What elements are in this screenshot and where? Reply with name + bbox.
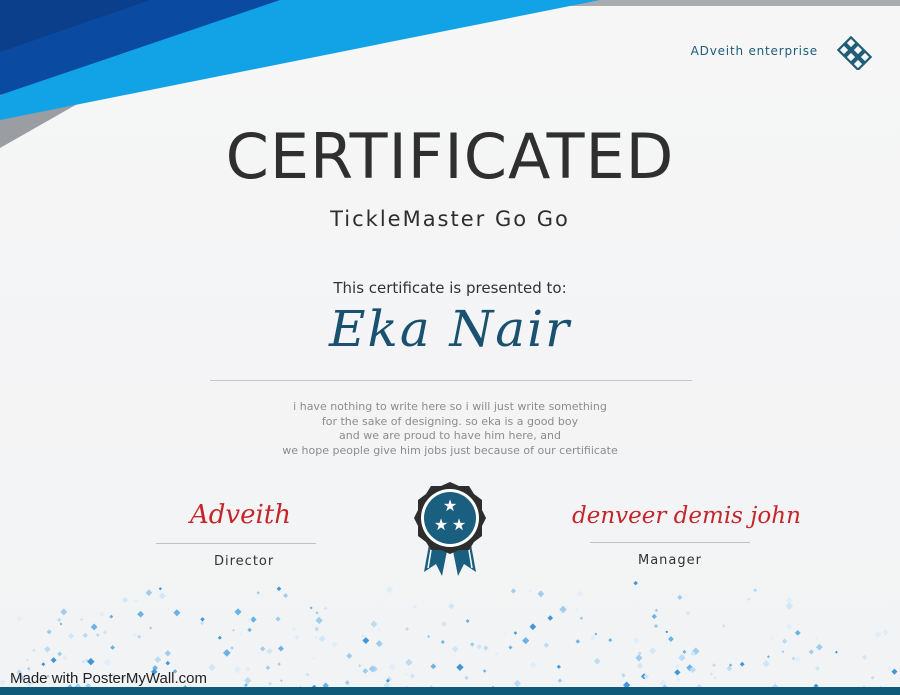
confetti-dot (871, 676, 875, 680)
confetti-dot (80, 618, 84, 622)
endless-knot-icon (832, 36, 876, 70)
confetti-dot (239, 632, 243, 636)
confetti-dot (594, 658, 601, 665)
confetti-dot (41, 662, 45, 666)
confetti-dot (146, 589, 153, 596)
confetti-dot (278, 646, 284, 652)
confetti-dot (476, 644, 482, 650)
body-line: we hope people give him jobs just because of our certifiicate (282, 443, 618, 457)
director-signature-line (156, 543, 316, 544)
confetti-dot (234, 608, 241, 615)
confetti-dot (781, 650, 784, 653)
confetti-dot (835, 651, 838, 654)
confetti-dot (441, 621, 447, 627)
confetti-dot (762, 660, 769, 667)
confetti-dot (633, 581, 637, 585)
confetti-dot (412, 604, 417, 609)
certificate-title: CERTIFICATED (225, 120, 675, 193)
confetti-dot (314, 627, 319, 632)
confetti-dot (331, 641, 337, 647)
confetti-dot (247, 628, 251, 632)
confetti-dot (137, 634, 142, 639)
confetti-dot (315, 617, 322, 624)
confetti-dot (668, 636, 674, 642)
confetti-dot (740, 662, 745, 667)
presented-to-label: This certificate is presented to: (333, 279, 567, 297)
confetti-dot (133, 633, 137, 637)
confetti-dot (508, 645, 512, 649)
confetti-dot (862, 655, 867, 660)
confetti-dot (638, 651, 642, 655)
confetti-dot (87, 658, 94, 665)
confetti-dot (448, 603, 454, 609)
confetti-dot (753, 588, 757, 592)
confetti-dot (277, 586, 282, 591)
manager-signature: denveer demis john (572, 503, 801, 529)
confetti-dot (530, 662, 537, 669)
confetti-dot (470, 642, 475, 647)
confetti-dot (504, 632, 507, 635)
watermark: Made with PosterMyWall.com (10, 670, 207, 687)
director-role: Director (214, 554, 275, 569)
confetti-dot (62, 655, 68, 661)
confetti-dot (68, 633, 74, 639)
confetti-dot (770, 636, 774, 640)
confetti-dot (275, 616, 280, 621)
recipient-name: Eka Nair (329, 300, 571, 358)
confetti-dot (294, 634, 300, 640)
confetti-dot (727, 666, 732, 671)
confetti-dot (882, 629, 889, 636)
confetti-dot (786, 623, 792, 629)
confetti-dot (522, 637, 529, 644)
confetti-dot (376, 640, 383, 647)
confetti-dot (655, 609, 659, 613)
confetti-dot (51, 657, 57, 663)
confetti-dot (404, 673, 407, 676)
confetti-dot (358, 664, 361, 667)
confetti-dot (165, 650, 171, 656)
confetti-dot (166, 661, 171, 666)
confetti-dot (102, 630, 107, 635)
confetti-dot (891, 669, 897, 675)
confetti-dot (686, 611, 690, 615)
manager-signature-line (590, 542, 750, 543)
confetti-dot (60, 623, 63, 626)
confetti-dot (60, 608, 67, 615)
manager-role: Manager (638, 553, 702, 568)
confetti-dot (361, 635, 364, 638)
brand-name: ADveith enterprise (690, 44, 818, 58)
confetti-dot (0, 679, 6, 686)
confetti-dot (665, 630, 668, 633)
confetti-dot (456, 664, 463, 671)
confetti-dot (362, 637, 369, 644)
confetti-dot (267, 648, 273, 654)
confetti-dot (652, 614, 657, 619)
confetti-dot (466, 619, 470, 623)
badge-star: ★ (451, 515, 467, 534)
confetti-dot (547, 615, 553, 621)
confetti-dot (96, 633, 100, 637)
confetti-dot (590, 635, 596, 641)
confetti-dot (767, 655, 770, 658)
certificate-subtitle: TickleMaster Go Go (330, 207, 570, 231)
confetti-dot (712, 663, 716, 667)
confetti-dot (575, 608, 578, 611)
confetti-dot (283, 593, 288, 598)
confetti-dot (134, 599, 138, 603)
confetti-dot (110, 645, 115, 650)
confetti-dot (260, 646, 265, 651)
confetti-dot (312, 657, 315, 660)
confetti-dot (91, 624, 98, 631)
confetti-dot (346, 653, 352, 659)
confetti-dot (464, 676, 469, 681)
confetti-dot (722, 624, 726, 628)
confetti-dot (345, 680, 350, 685)
confetti-dot (674, 669, 680, 675)
confetti-dot (410, 673, 415, 678)
body-line: for the sake of designing. so eka is a good boy (321, 414, 579, 428)
confetti-dot (559, 606, 567, 614)
confetti-dot (57, 651, 62, 656)
confetti-dot (483, 669, 487, 673)
confetti-dot (319, 635, 326, 642)
confetti-dot (483, 645, 488, 650)
badge-star: ★ (433, 515, 449, 534)
confetti-dot (232, 629, 235, 632)
confetti-dot (154, 656, 161, 663)
confetti-dot (511, 588, 516, 593)
confetti-dot (815, 666, 820, 671)
confetti-dot (405, 659, 412, 666)
confetti-dot (173, 609, 180, 616)
confetti-dot (452, 646, 459, 653)
confetti-dot (637, 662, 643, 668)
confetti-dot (388, 663, 395, 670)
name-underline (210, 380, 692, 381)
confetti-dot (122, 597, 128, 603)
confetti-dot (362, 668, 368, 674)
confetti-dot (633, 637, 640, 644)
confetti-dot (26, 658, 29, 661)
confetti-dot (310, 606, 313, 609)
confetti-dot (386, 586, 393, 593)
confetti-dot (888, 666, 892, 670)
confetti-dot (678, 654, 685, 661)
confetti-dot (537, 590, 544, 597)
confetti-dot (495, 652, 499, 656)
confetti-dot (529, 623, 536, 630)
confetti-dot (268, 682, 272, 686)
confetti-dot (44, 646, 51, 653)
confetti-dot (795, 630, 801, 636)
confetti-dot (874, 631, 881, 638)
confetti-dot (621, 673, 626, 678)
confetti-dot (529, 590, 532, 593)
confetti-dot (57, 618, 61, 622)
confetti-dot (675, 664, 680, 669)
confetti-dot (576, 639, 580, 643)
confetti-dot (315, 636, 318, 639)
confetti-dot (441, 640, 445, 644)
confetti-dot (159, 592, 166, 599)
confetti-dot (557, 665, 561, 669)
confetti-dot (234, 666, 241, 673)
confetti-dot (17, 616, 22, 621)
confetti-dot (32, 648, 36, 652)
confetti-dot (218, 636, 222, 640)
confetti-dot (377, 628, 380, 631)
confetti-dot (795, 657, 801, 663)
confetti-dot (635, 654, 642, 661)
certificate-body (0, 400, 900, 458)
confetti-dot (405, 627, 409, 631)
confetti-dot (159, 587, 162, 590)
confetti-dot (791, 656, 795, 660)
confetti-dot (682, 650, 686, 654)
confetti-dot (149, 626, 152, 629)
confetti-dot (677, 595, 682, 600)
confetti-dot (713, 676, 716, 679)
confetti-dot (580, 616, 584, 620)
body-line: and we are proud to have him here, and (339, 429, 561, 442)
confetti-dot (280, 679, 283, 682)
confetti-dot (104, 658, 112, 666)
confetti-dot (200, 622, 203, 625)
confetti-dot (137, 611, 144, 618)
confetti-dot (244, 677, 251, 684)
confetti-dot (305, 673, 309, 677)
confetti-dot (109, 615, 113, 619)
confetti-dot (649, 647, 656, 654)
confetti-dot (99, 612, 105, 618)
confetti-dot (245, 666, 251, 672)
confetti-dot (809, 649, 814, 654)
confetti-dot (816, 644, 823, 651)
confetti-dot (430, 664, 436, 670)
confetti-dot (577, 591, 583, 597)
confetti-dot (676, 677, 681, 682)
confetti-dot (514, 631, 517, 634)
confetti-dot (248, 618, 252, 622)
director-signature: Adveith (190, 500, 292, 530)
confetti-dot (292, 627, 297, 632)
confetti-dot (324, 607, 328, 611)
confetti-dot (370, 621, 377, 628)
confetti-dot (594, 633, 597, 636)
confetti-dot (544, 642, 549, 647)
confetti-dot (315, 611, 318, 614)
body-line: i have nothing to write here so i will just write something (293, 400, 607, 413)
confetti-dot (608, 638, 612, 642)
confetti-dot (47, 629, 52, 634)
confetti-dot (710, 672, 713, 675)
confetti-dot (654, 624, 658, 628)
confetti-dot (782, 638, 787, 643)
confetti-dot (558, 678, 563, 683)
confetti-dot (256, 591, 259, 594)
badge-star: ★ (442, 496, 458, 515)
confetti-dot (266, 665, 271, 670)
award-ribbon-icon (412, 480, 488, 580)
confetti-dot (785, 602, 793, 610)
confetti-dot (83, 633, 89, 639)
bottom-bar (0, 687, 900, 695)
confetti-dot (815, 637, 818, 640)
confetti-dot (81, 660, 85, 664)
confetti-dot (427, 635, 430, 638)
confetti-dot (747, 598, 750, 601)
confetti-dot (277, 662, 280, 665)
confetti-dot (223, 649, 231, 657)
confetti-dot (200, 617, 204, 621)
